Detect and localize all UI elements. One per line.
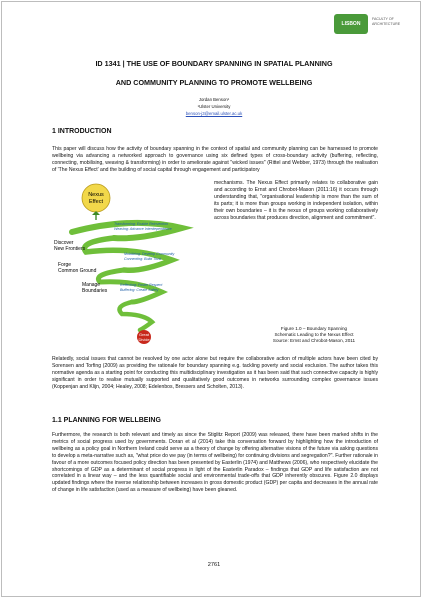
page-number: 2761	[207, 562, 221, 568]
right-label-3a: Reflecting: Foster Respect	[120, 283, 163, 287]
left-label-1b: New Frontiers	[54, 246, 86, 252]
caption-line-3: Source: Ernst and Chrobot-Mason, 2011	[272, 338, 356, 343]
spiral-band-4	[120, 302, 152, 330]
figure-caption	[244, 326, 384, 344]
page-frame	[1, 1, 421, 597]
left-label-1a: Discover	[54, 240, 74, 246]
author-affiliation: ¹Ulster University	[197, 104, 231, 109]
planning-paragraph: Furthermore, the research is both relevant and timely as since the Stiglitz Report (2009) was released, there have been marked shifts in the metrics of social progress used by governments. Doran et al (2014) take this conversation forward by highlighting how the introduction of wellbeing as a policy goal in Northern Ireland could serve as a theory of change by offering alternative visions of the future via asking questions to develop a meta-narrative such as, "what price do we pay (in terms of wellbeing) for continuing divisions and segregation?". Further rationale in favour of a more outcomes focused policy direction has been presented by Easterlin (1974) and Matthews (2006), who respectively elucidate the shortcomings of GDP as a determinant of social progress in light of the Easterlin Paradox – findings that GDP and life satisfaction are not correlated in a linear way – and the less quantifiable social and environmental trade-offs that GDP inherently obscures. Figure 2.0 displays updated findings where the inverse relationship between increases in gross domestic product (GDP) per capita and decreases in the annual rate of change in life satisfaction (used as a measure of wellbeing) have been gleaned.	[52, 432, 378, 494]
boundary-spanning-spiral-diagram	[52, 180, 212, 350]
logo-mark: LISBON	[334, 14, 368, 34]
nexus-effect-circle	[82, 184, 110, 212]
left-label-2a: Forge	[58, 262, 72, 268]
title-line-2: AND COMMUNITY PLANNING TO PROMOTE WELLBEING	[115, 78, 313, 87]
conference-logo	[334, 14, 406, 38]
author-email-link[interactable]: benson-j3@email.ulster.ac.uk	[185, 111, 243, 116]
nexus-label-line-2: Effect	[89, 199, 103, 205]
right-label-2a: Mobilizing: Develop Community	[124, 252, 175, 256]
left-label-3b: Boundaries	[82, 288, 108, 294]
right-label-2b: Connecting: Build Trust	[124, 257, 162, 261]
left-label-2b: Common Ground	[58, 268, 97, 274]
right-label-1a: Transforming: Enable Reinvention	[114, 222, 169, 226]
intro-paragraph-2: Relatedly, social issues that cannot be resolved by one actor alone but require the collaborative action of multiple actors have been cited by Sorensen and Torfing (2009) as providing the rationale for boundary spanning e.g. tackling poverty and social exclusion. The author takes this normative agenda as a starting point for conducting this multidisciplinary investigation as it has been said that such connective capacity is highly significant in order to realise mutually supported and qualitatively good outcomes in networks surrounding complex governance issues (Koppenjan and Klijn, 2004; Healey, 2008; Edelenbos, Bressers and Scholten, 2013).	[52, 356, 378, 390]
section-heading-introduction: 1 INTRODUCTION	[52, 128, 112, 135]
right-label-3b: Buffering: Create Safety	[120, 288, 159, 292]
caption-line-1: Figure 1.0 – Boundary Spanning	[280, 326, 348, 331]
intro-paragraph-1: This paper will discuss how the activity of boundary spanning in the context of spatial and community planning can be harnessed to promote wellbeing via advancing a networked approach to governance using six defined types of cross-boundary activity (buffering, reflecting, connecting, mobilising, weaving & transforming) in order to ameliorate against "wicked issues" (Rittel and Webber, 1973) through the realisation of 'The Nexus Effect' and the building of social capital through engagement and participatory	[52, 146, 378, 173]
right-label-1b: Weaving: Advance Interdependence	[114, 227, 172, 231]
section-heading-planning-for-wellbeing: 1.1 PLANNING FOR WELLBEING	[52, 417, 161, 424]
author-block	[2, 96, 424, 117]
paper-title	[42, 54, 386, 92]
nexus-label-line-1: Nexus	[88, 192, 104, 198]
author-name: Jordan Benson¹	[198, 97, 230, 102]
title-line-1: ID 1341 | THE USE OF BOUNDARY SPANNING IN SPATIAL PLANNING	[95, 59, 333, 68]
logo-subtitle: FACULTY OF ARCHITECTURE	[372, 17, 401, 26]
left-label-3a: Manage	[82, 282, 101, 288]
divide-label-line-1: Great	[138, 332, 150, 337]
caption-line-2: Schematic Leading to the Nexus Effect	[274, 332, 354, 337]
boundary-spanning-figure	[52, 180, 212, 350]
intro-column-text: mechanisms. The Nexus Effect primarily relates to collaborative gain and according to Ernst and Chrobot-Mason (2011:16) it occurs through understanding that, "organisational leadership is more than the sum of its parts; it is more than groups working in independent isolation, within their own boundaries – it is the nexus of groups working collaboratively across boundaries that produces direction, alignment and commitment".	[214, 180, 378, 221]
divide-label-line-2: Divide	[138, 337, 150, 342]
